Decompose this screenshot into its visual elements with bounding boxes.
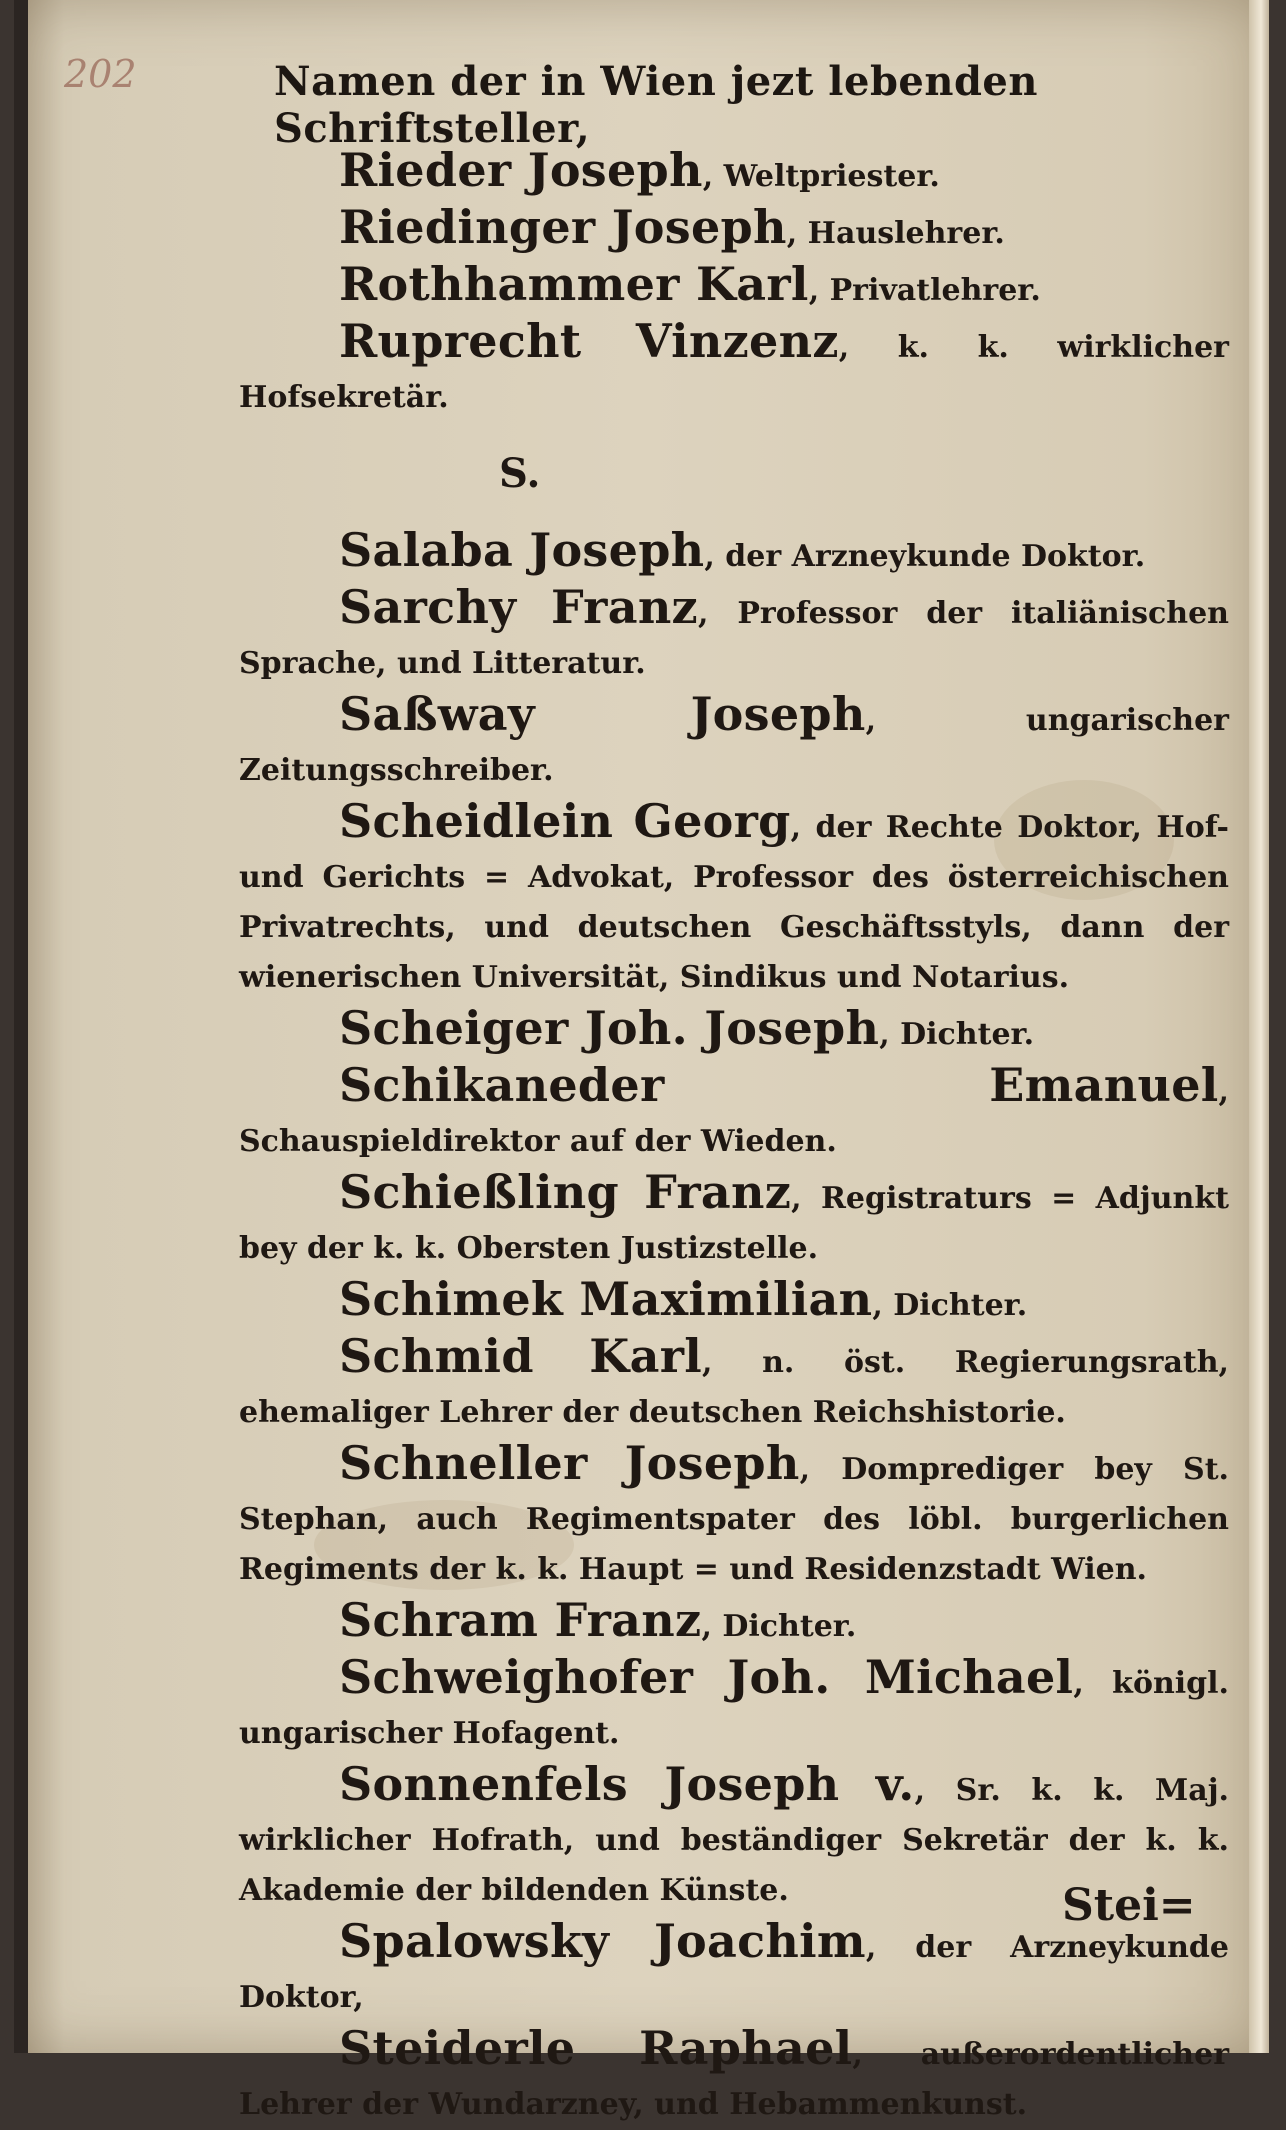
entry-name: Steiderle Raphael [339,2021,853,2075]
entry-description: , Dichter. [879,1017,1035,1052]
entry [239,202,1229,259]
entry [239,259,1229,316]
entry-description: , der Rechte Doktor, Hof- und Gerichts = Advokat, Professor des österreichischen Privatrechts, und deutschen Geschäftsstyls, dann der wienerischen Universität, Sindikus und Notarius. [239,810,1230,995]
entry-description: , Dichter. [872,1288,1028,1323]
entry [239,1274,1229,1331]
entry-name: Scheidlein Georg [339,794,791,848]
section-letter: S. [499,450,541,497]
entry-name: Schimek Maximilian [339,1272,873,1326]
entry-name: Salaba Joseph [339,523,705,577]
entry [239,1003,1229,1060]
book-page [14,0,1269,2122]
entry-name: Sarchy Franz [339,580,698,634]
entry [239,689,1229,796]
entry-description: , k. k. wirklicher Hofsekretär. [239,330,1229,415]
entry [239,1595,1229,1652]
entry-description: , n. öst. Regierungsrath, ehemaliger Lehrer der deutschen Reichshistorie. [239,1345,1230,1430]
entry-description: , Registraturs = Adjunkt bey der k. k. Obersten Justizstelle. [239,1181,1229,1266]
entry-name: Schram Franz [339,1593,702,1647]
entry [239,316,1229,423]
entry-name: Schmid Karl [339,1329,703,1383]
entry-description: , Privatlehrer. [808,273,1041,308]
entry [239,1652,1229,1759]
entry-name: Spalowsky Joachim [339,1914,866,1968]
entry-name: Saßway Joseph [339,687,866,741]
entry-description: , der Arzneykunde Doktor, [239,1930,1229,2015]
entry-name: Riedinger Joseph [339,200,787,254]
entry [239,2023,1229,2130]
entry [239,145,1229,202]
entry-name: Scheiger Joh. Joseph [339,1001,880,1055]
entry-description: , Hauslehrer. [786,216,1005,251]
page-edge [1249,0,1269,2053]
entry-name: Schießling Franz [339,1165,792,1219]
page-gutter [14,0,28,2053]
entry [239,1331,1229,1438]
entry-description: , außerordentlicher Lehrer der Wundarzney, und Hebammenkunst. [239,2037,1229,2122]
entry [239,1438,1229,1595]
entry-name: Schweighofer Joh. Michael [339,1650,1074,1704]
entry [239,796,1229,1003]
entry [239,582,1229,689]
entry [239,1167,1229,1274]
entry-name: Schikaneder Emanuel [339,1058,1219,1112]
catchword: Stei= [1062,1880,1196,1931]
entry-description: , Domprediger bey St. Stephan, auch Regimentspater des löbl. burgerlichen Regiments der k. k. Haupt = und Residenzstadt Wien. [239,1452,1229,1587]
entry-description: , Sr. k. k. Maj. wirklicher Hofrath, und beständiger Sekretär der k. k. Akademie der bildenden Künste. [239,1773,1230,1908]
entry-description: , der Arzneykunde Doktor. [704,539,1146,574]
page-body [239,145,1229,2130]
entry [239,1060,1229,1167]
entry [239,1916,1229,2023]
entry-name: Ruprecht Vinzenz [339,314,839,368]
entry-name: Rieder Joseph [339,143,703,197]
entry-description: , Weltpriester. [702,159,940,194]
entry-name: Schneller Joseph [339,1436,800,1490]
entry-description: , Dichter. [701,1609,857,1644]
entry-description: , königl. ungarischer Hofagent. [239,1666,1229,1751]
entry-name: Rothhammer Karl [339,257,809,311]
entry [239,525,1229,582]
running-header: Namen der in Wien jezt lebenden Schriftsteller, [274,58,1038,152]
entry-description: , Schauspieldirektor auf der Wieden. [239,1074,1229,1159]
entry-name: Sonnenfels Joseph v. [339,1757,915,1811]
entry-description: , ungarischer Zeitungsschreiber. [239,703,1229,788]
entries-r [239,145,1229,423]
entry-description: , Professor der italiänischen Sprache, und Litteratur. [239,596,1229,681]
page-number: 202 [64,52,137,96]
